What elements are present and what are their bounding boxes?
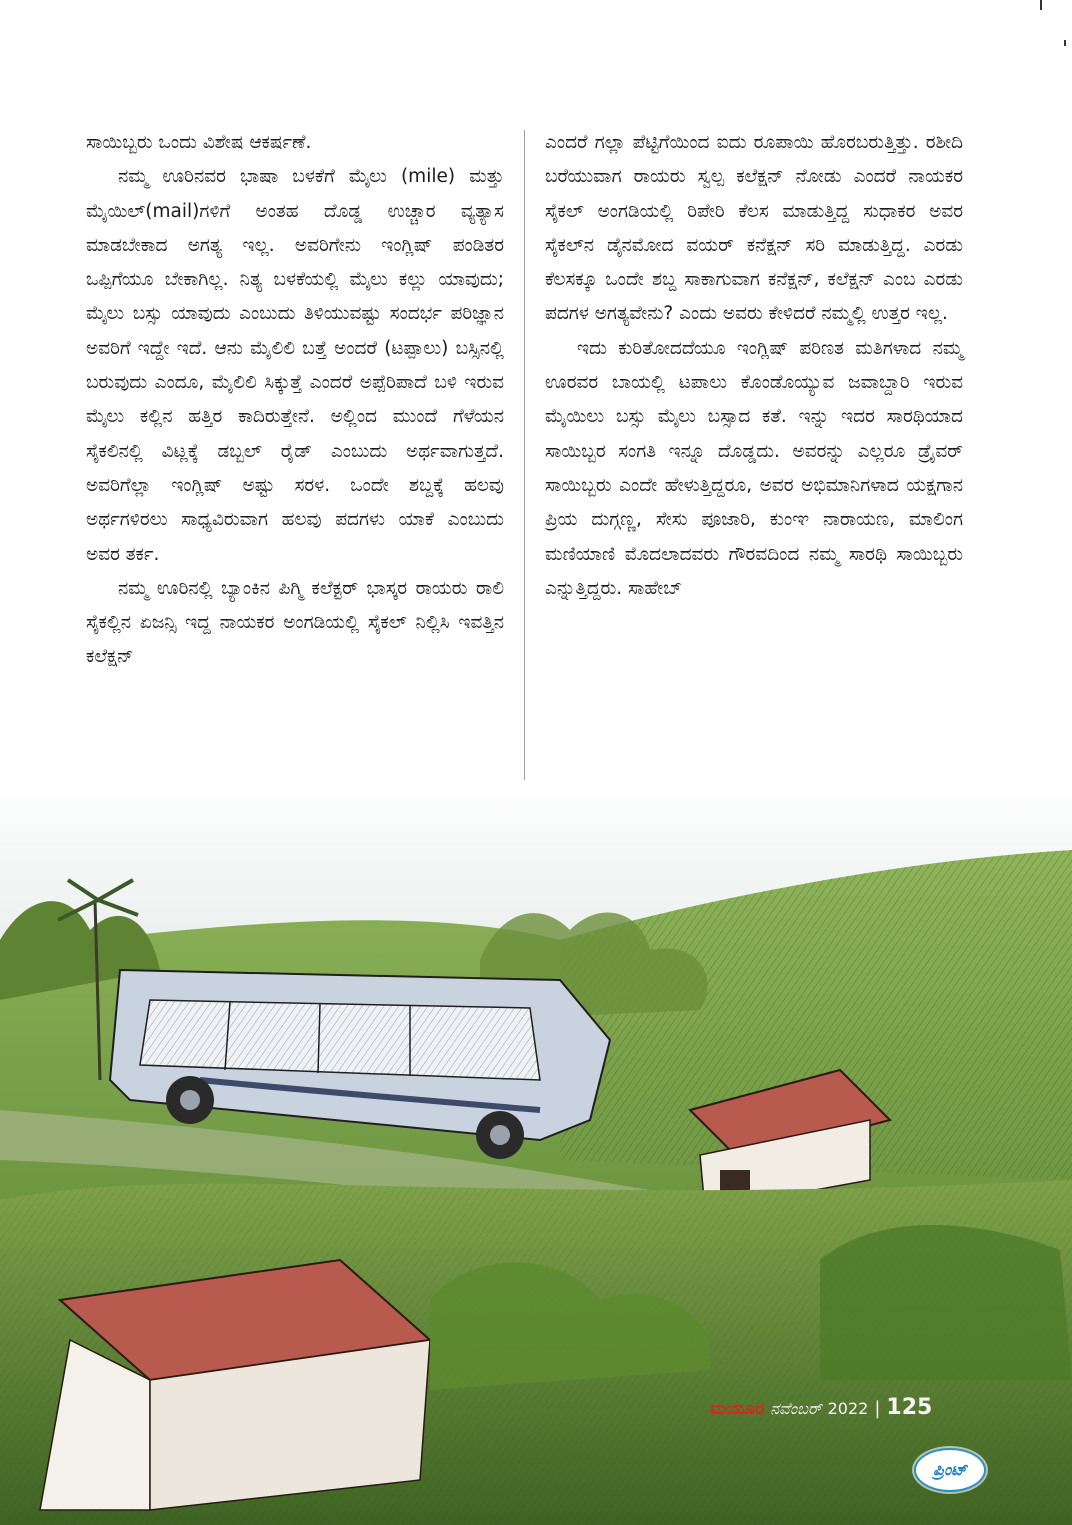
footer-separator: | <box>874 1398 881 1419</box>
page-number: 125 <box>886 1395 933 1420</box>
paragraph: ನಮ್ಮ ಊರಿನಲ್ಲಿ ಬ್ಯಾಂಕಿನ ಪಿಗ್ಮಿ ಕಲೆಕ್ಟರ್ ಭಾಸ್ಕರ ರಾಯರು ರಾಲಿ ಸೈಕಲ್ಲಿನ ಏಜನ್ಸಿ ಇದ್ದ ನಾಯಕರ ಅಂಗಡಿಯಲ್ಲಿ ಸೈಕಲ್ ನಿಲ್ಲಿಸಿ ಇವತ್ತಿನ ಕಲೆಕ್ಷನ್ <box>86 577 504 668</box>
article-column-right <box>545 126 963 606</box>
paragraph: ಸಾಯಿಬ್ಬರು ಒಂದು ವಿಶೇಷ ಆಕರ್ಷಣೆ. <box>86 132 312 153</box>
badge-label: ಪ್ರಿಂಟ್ <box>933 1460 967 1479</box>
crop-mark <box>1064 40 1066 46</box>
magazine-name: ಮಯೂರ <box>710 1399 765 1419</box>
issue-month: ನವೆಂಬರ್ <box>770 1399 822 1418</box>
article-column-left <box>86 126 504 675</box>
issue-year: 2022 <box>827 1399 869 1418</box>
paragraph: ನಮ್ಮ ಊರಿನವರ ಭಾಷಾ ಬಳಕೆಗೆ ಮೈಲು (mile) ಮತ್ತು ಮೈಯಿಲ್(mail)ಗಳಿಗೆ ಅಂತಹ ದೊಡ್ಡ ಉಚ್ಚಾರ ವ್ಯತ್ಯಾಸ ಮಾಡಬೇಕಾದ ಅಗತ್ಯ ಇಲ್ಲ. ಅವರಿಗೇನು ಇಂಗ್ಲಿಷ್ ಪಂಡಿತರ ಒಪ್ಪಿಗೆಯೂ ಬೇಕಾಗಿಲ್ಲ. ನಿತ್ಯ ಬಳಕೆಯಲ್ಲಿ ಮೈಲು ಕಲ್ಲು ಯಾವುದು; ಮೈಲು ಬಸ್ಸು ಯಾವುದು ಎಂಬುದು ತಿಳಿಯುವಷ್ಟು ಸಂದರ್ಭ ಪರಿಜ್ಞಾನ ಅವರಿಗೆ ಇದ್ದೇ ಇದೆ. ಆನು ಮೈಲಿಲಿ ಬತ್ತೆ ಅಂದರೆ (ಟಪ್ಪಾಲು) ಬಸ್ಸಿನಲ್ಲಿ ಬರುವುದು ಎಂದೂ, ಮೈಲಿಲಿ ಸಿಕ್ಕುತ್ತೆ ಎಂದರೆ ಅಪ್ಪೆರಿಪಾದೆ ಬಳಿ ಇರುವ ಮೈಲು ಕಲ್ಲಿನ ಹತ್ತಿರ ಕಾದಿರುತ್ತೇನೆ. ಅಲ್ಲಿಂದ ಮುಂದೆ ಗೆಳೆಯನ ಸೈಕಲಿನಲ್ಲಿ ವಿಟ್ಲಕ್ಕೆ ಡಬ್ಬಲ್ ರೈಡ್ ಎಂಬುದು ಅರ್ಥವಾಗುತ್ತದೆ. ಅವರಿಗೆಲ್ಲಾ ಇಂಗ್ಲಿಷ್ ಅಷ್ಟು ಸರಳ. ಒಂದೇ ಶಬ್ದಕ್ಕೆ ಹಲವು ಅರ್ಥಗಳಿರಲು ಸಾಧ್ಯವಿರುವಾಗ ಹಲವು ಪದಗಳು ಯಾಕೆ ಎಂಬುದು ಅವರ ತರ್ಕ. <box>86 166 504 565</box>
crop-mark <box>1040 0 1042 10</box>
paragraph: ಇದು ಕುರಿತೋದದೆಯೂ ಇಂಗ್ಲಿಷ್ ಪರಿಣತ ಮತಿಗಳಾದ ನಮ್ಮ ಊರವರ ಬಾಯಲ್ಲಿ ಟಪಾಲು ಕೊಂಡೊಯ್ಯುವ ಜವಾಬ್ದಾರಿ ಇರುವ ಮೈಯಿಲು ಬಸ್ಸು ಮೈಲು ಬಸ್ಸಾದ ಕತೆ. ಇನ್ನು ಇದರ ಸಾರಥಿಯಾದ ಸಾಯಿಬ್ಬರ ಸಂಗತಿ ಇನ್ನೂ ದೊಡ್ಡದು. ಅವರನ್ನು ಎಲ್ಲರೂ ಡ್ರೈವರ್ ಸಾಯಿಬ್ಬರು ಎಂದೇ ಹೇಳುತ್ತಿದ್ದರೂ, ಅವರ ಅಭಿಮಾನಿಗಳಾದ ಯಕ್ಷಗಾನ ಪ್ರಿಯ ದುಗ್ಗಣ್ಣ, ಸೇಸು ಪೂಜಾರಿ, ಕುಂಞ ನಾರಾಯಣ, ಮಾಲಿಂಗ ಮಣಿಯಾಣಿ ಮೊದಲಾದವರು ಗೌರವದಿಂದ ನಮ್ಮ ಸಾರಥಿ ಸಾಯಿಬ್ಬರು ಎನ್ನುತ್ತಿದ್ದರು. ಸಾಹೇಬ್ <box>545 337 963 599</box>
paragraph: ಎಂದರೆ ಗಲ್ಲಾ ಪೆಟ್ಟಿಗೆಯಿಂದ ಐದು ರೂಪಾಯಿ ಹೊರಬರುತ್ತಿತ್ತು. ರಶೀದಿ ಬರೆಯುವಾಗ ರಾಯರು ಸ್ವಲ್ಪ ಕಲೆಕ್ಷನ್ ನೋಡು ಎಂದರೆ ನಾಯಕರ ಸೈಕಲ್ ಅಂಗಡಿಯಲ್ಲಿ ರಿಪೇರಿ ಕೆಲಸ ಮಾಡುತ್ತಿದ್ದ ಸುಧಾಕರ ಅವರ ಸೈಕಲ್‌ನ ಡೈನಮೋದ ವಯರ್ ಕನೆಕ್ಷನ್ ಸರಿ ಮಾಡುತ್ತಿದ್ದ. ಎರಡು ಕೆಲಸಕ್ಕೂ ಒಂದೇ ಶಬ್ದ ಸಾಕಾಗುವಾಗ ಕನೆಕ್ಷನ್, ಕಲೆಕ್ಷನ್ ಎಂಬ ಎರಡು ಪದಗಳ ಅಗತ್ಯವೇನು? ಎಂದು ಅವರು ಕೇಳಿದರೆ ನಮ್ಮಲ್ಲಿ ಉತ್ತರ ಇಲ್ಲ. <box>545 132 963 325</box>
publisher-badge <box>914 1448 986 1492</box>
page-footer <box>710 1395 932 1425</box>
column-divider <box>524 130 525 790</box>
hut-illustration <box>40 1260 430 1510</box>
